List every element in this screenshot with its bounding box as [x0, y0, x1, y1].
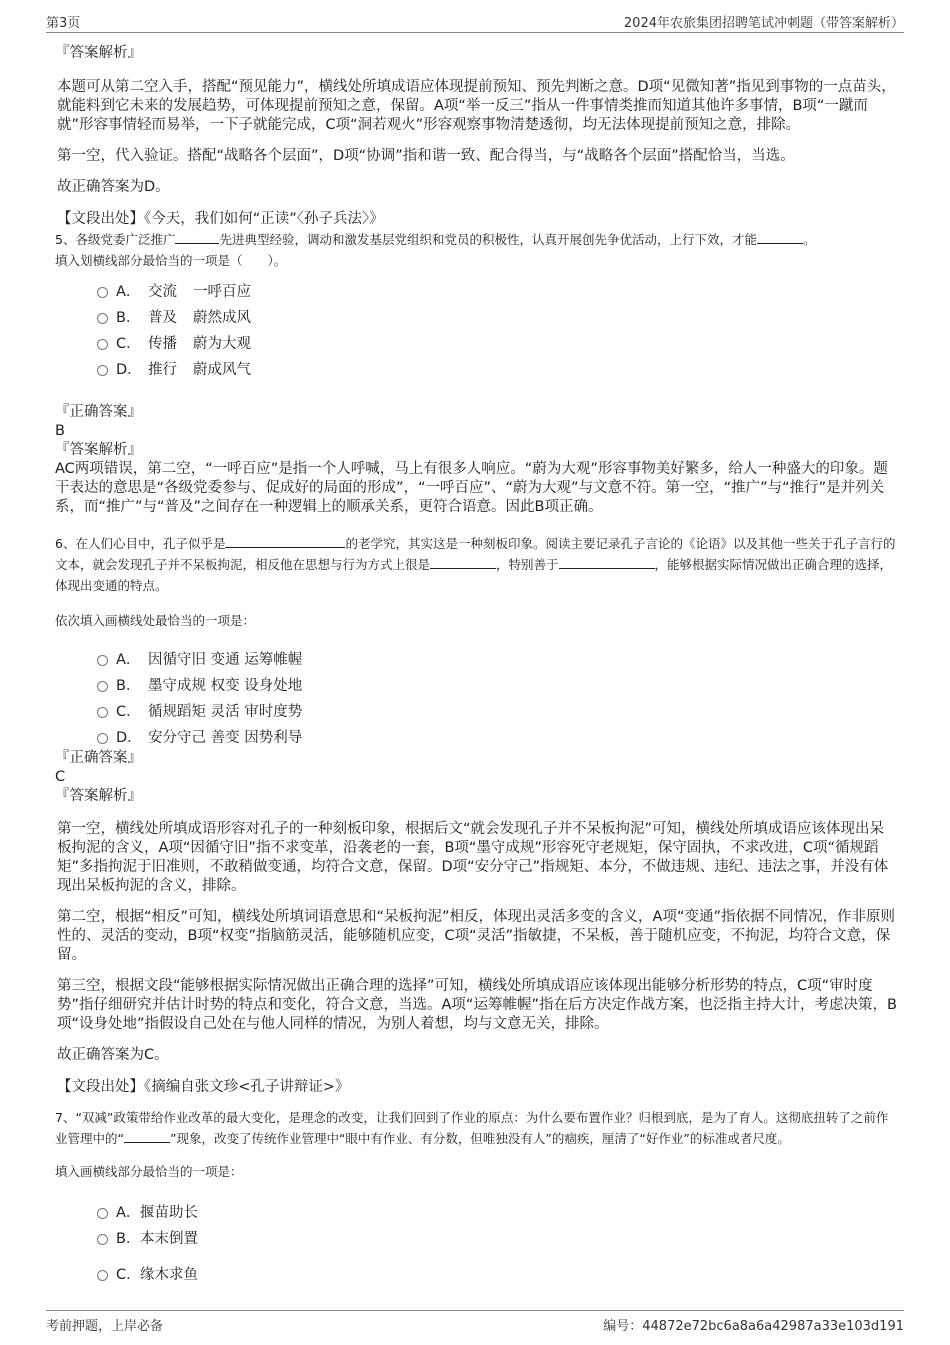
question-5-options — [57, 277, 897, 381]
correct-answer: B — [55, 423, 65, 439]
page-footer — [46, 1310, 904, 1336]
question-7-options — [57, 1198, 897, 1286]
answer-blank — [430, 554, 496, 569]
radio-button[interactable] — [97, 313, 108, 324]
question-5-stem: 5、各级党委广泛推广 先进典型经验，调动和激发基层党组织和党员的积极性，认真开展创先争优活动，上行下效，才能 。 填入划横线部分最恰当的一项是（ ）。 — [55, 229, 897, 271]
radio-button[interactable] — [97, 681, 108, 692]
page-content — [57, 44, 897, 1286]
analysis-conclusion: 故正确答案为D。 — [57, 179, 170, 195]
analysis-paragraph: 第三空，根据文段“能够根据实际情况做出正确合理的选择”可知，横线处所填成语应该体现出能够分析形势的特点，C项“审时度势”指仔细研究并估计时势的特点和变化，符合文意，当选。A项“运筹帷幄”指在后方决定作战方案，也泛指主持大计，考虑决策，B项“设身处地”指假设自己处在与他人同样的情况，为别人着想，均与文意无关，排除。 — [57, 978, 897, 1032]
source-citation: 【文段出处】《摘编自张文珍<孔子讲辩证>》 — [57, 1079, 350, 1095]
question-6-stem: 6、在人们心目中，孔子似乎是 的老学究，其实这是一种刻板印象。阅读主要记录孔子言论的《论语》以及其他一些关于孔子言行的文本，就会发现孔子并不呆板拘泥，相反他在思想与行为方式上很是 ，特别善于 ，能够根据实际情况做出正确合理的选择，体现出变通的特点。 — [55, 533, 897, 596]
document-code: 编号：44872e72bc6a8a6a42987a33e103d191 — [603, 1319, 904, 1334]
analysis-heading: 『答案解析』 — [55, 442, 142, 458]
answer-blank — [175, 229, 219, 244]
option-a[interactable]: A． 因循守旧 变通 运筹帷幄 — [97, 645, 897, 671]
radio-button[interactable] — [97, 1234, 108, 1245]
radio-button[interactable] — [97, 1270, 108, 1281]
analysis-paragraph: 本题可从第二空入手，搭配“预见能力”，横线处所填成语应体现提前预知、预先判断之意。D项“见微知著”指见到事物的一点苗头，就能料到它未来的发展趋势，可体现提前预知之意，保留。A项“举一反三”指从一件事情类推而知道其他许多事情，B项“一蹴而就”形容事情轻而易举，一下子就能完成，C项“洞若观火”形容观察事物清楚透彻，均无法体现提前预知之意，排除。 — [57, 79, 896, 133]
question-6-options — [57, 645, 897, 749]
option-b[interactable]: B． 墨守成规 权变 设身处地 — [97, 671, 897, 697]
source-citation: 【文段出处】《今天，我们如何“正读”〈孙子兵法〉》 — [57, 211, 384, 227]
option-b[interactable]: B． 本末倒置 — [97, 1224, 897, 1250]
option-a[interactable]: A． 揠苗助长 — [97, 1198, 897, 1224]
radio-button[interactable] — [97, 1208, 108, 1219]
analysis-paragraph: 第一空，横线处所填成语形容对孔子的一种刻板印象，根据后文“就会发现孔子并不呆板拘泥”可知，横线处所填成语应该体现出呆板拘泥的含义，A项“因循守旧”指不求变革，沿袭老的一套，B项“墨守成规”形容死守老规矩，保守固执，不求改进，C项“循规蹈矩”多指拘泥于旧准则，不敢稍做变通，均符合文意，保留。D项“安分守己”指规矩、本分，不做违规、违纪、违法之事，并没有体现出呆板拘泥的含义，排除。 — [57, 821, 889, 894]
analysis-paragraph: 第一空，代入验证。搭配“战略各个层面”，D项“协调”指和谐一致、配合得当，与“战略各个层面”搭配恰当，当选。 — [57, 148, 795, 164]
radio-button[interactable] — [97, 365, 108, 376]
radio-button[interactable] — [97, 339, 108, 350]
answer-blank — [757, 229, 803, 244]
option-c[interactable]: C． 循规蹈矩 灵活 审时度势 — [97, 697, 897, 723]
analysis-paragraph: AC两项错误，第二空，“一呼百应”是指一个人呼喊，马上有很多人响应。“蔚为大观”形容事物美好繁多，给人一种盛大的印象。题干表达的意思是“各级党委参与、促成好的局面的形成”，“一呼百应”、“蔚为大观”与文意不符。第一空，“推广”与“推行”是并列关系，而“推广”与“普及”之间存在一种逻辑上的顺承关系，更符合语意。因此B项正确。 — [55, 461, 888, 515]
option-a[interactable]: A． 交流 一呼百应 — [97, 277, 897, 303]
answer-blank — [124, 1128, 170, 1143]
radio-button[interactable] — [97, 655, 108, 666]
option-b[interactable]: B． 普及 蔚然成风 — [97, 303, 897, 329]
analysis-conclusion: 故正确答案为C。 — [57, 1047, 169, 1063]
question-7-prompt: 填入画横线部分最恰当的一项是： — [55, 1164, 243, 1179]
radio-button[interactable] — [97, 707, 108, 718]
question-6-prompt: 依次填入画横线处最恰当的一项是： — [55, 613, 256, 628]
option-c[interactable]: C． 缘木求鱼 — [97, 1260, 897, 1286]
option-c[interactable]: C． 传播 蔚为大观 — [97, 329, 897, 355]
radio-button[interactable] — [97, 287, 108, 298]
answer-blank — [225, 533, 345, 548]
document-title: 2024年农旅集团招聘笔试冲刺题（带答案解析） — [623, 16, 904, 31]
option-d[interactable]: D． 推行 蔚成风气 — [97, 355, 897, 381]
option-d[interactable]: D． 安分守己 善变 因势利导 — [97, 723, 897, 749]
footer-slogan: 考前押题，上岸必备 — [46, 1319, 164, 1334]
radio-button[interactable] — [97, 733, 108, 744]
analysis-heading: 『答案解析』 — [55, 45, 142, 61]
analysis-paragraph: 第二空，根据“相反”可知，横线处所填词语意思和“呆板拘泥”相反，体现出灵活多变的含义，A项“变通”指依据不同情况，作非原则性的、灵活的变动，B项“权变”指脑筋灵活，能够随机应变，C项“灵活”指敏捷，不呆板，善于随机应变，不拘泥，均符合文意，保留。 — [57, 909, 895, 963]
analysis-heading: 『答案解析』 — [55, 788, 142, 804]
page-number: 第3页 — [46, 16, 81, 31]
page-header — [46, 12, 904, 33]
correct-answer: C — [55, 769, 66, 785]
answer-blank — [559, 554, 655, 569]
correct-answer-heading: 『正确答案』 — [55, 404, 142, 420]
correct-answer-heading: 『正确答案』 — [55, 750, 142, 766]
question-7-stem: 7、“双减”政策带给作业改革的最大变化，是理念的改变，让我们回到了作业的原点：为什么要布置作业？归根到底，是为了育人。这彻底扭转了之前作业管理中的“ ”现象，改变了传统作业管理中“眼中有作业、有分数，但唯独没有人”的痼疾，厘清了“好作业”的标准或者尺度。 — [55, 1110, 889, 1146]
